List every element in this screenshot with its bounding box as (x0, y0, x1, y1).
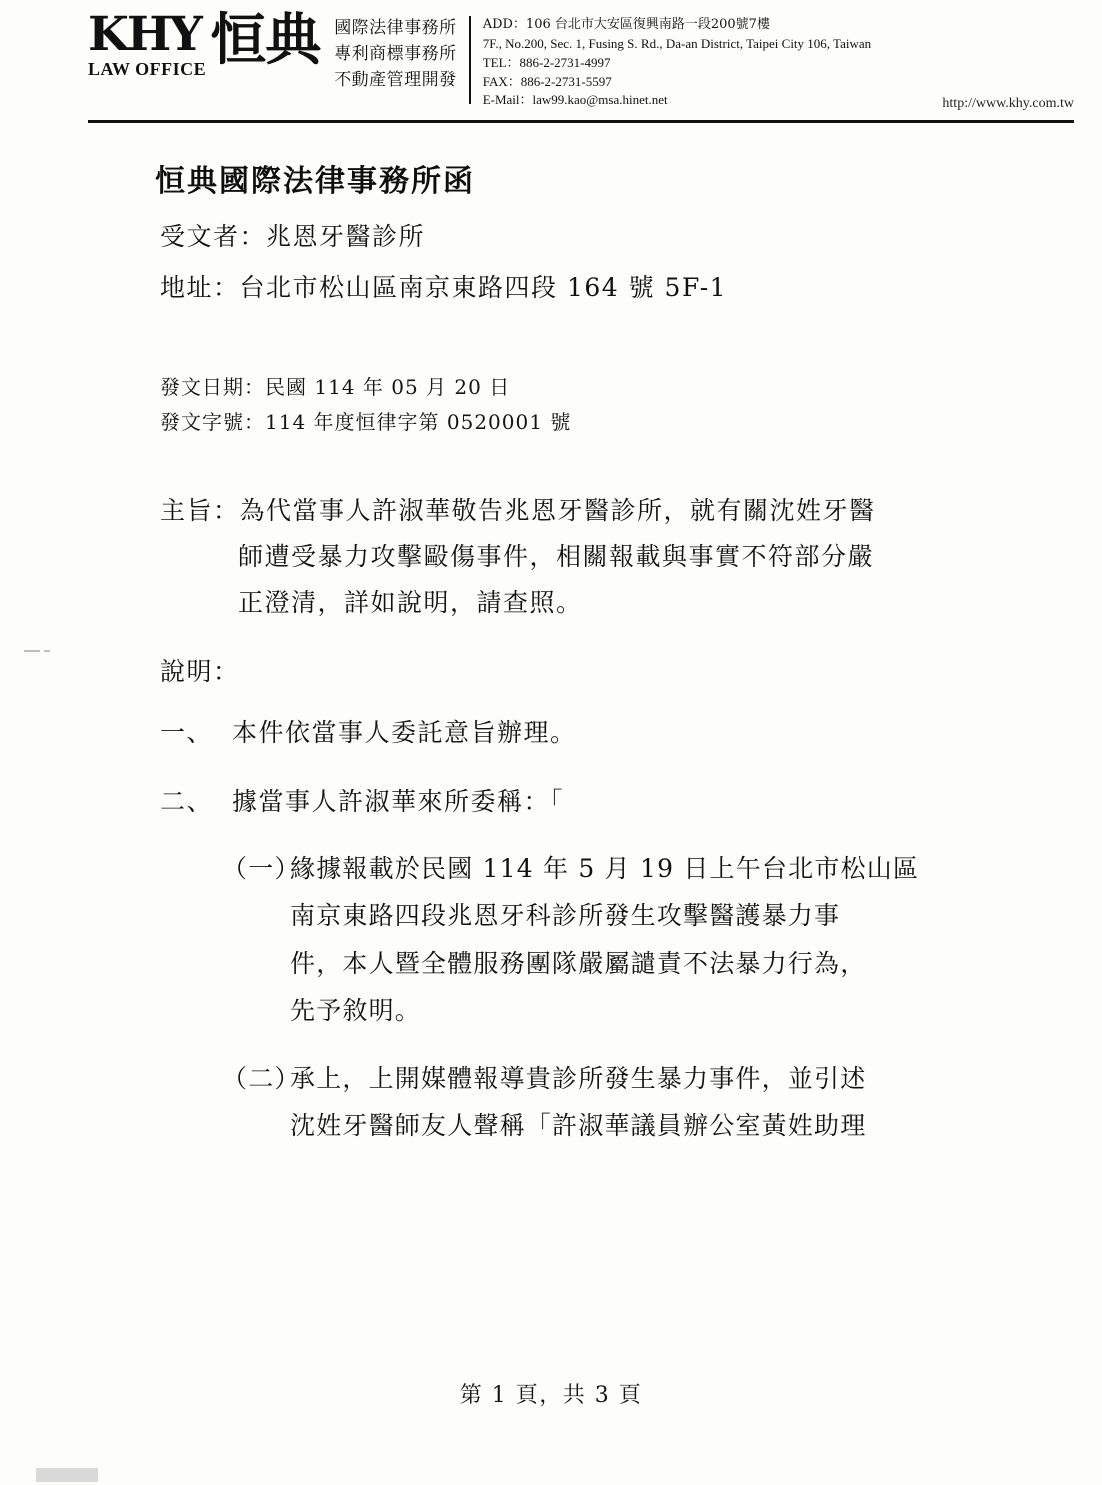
document-body (0, 140, 1102, 1150)
contact-tel: TEL：886-2-2731-4997 (482, 54, 611, 70)
practice-areas (334, 16, 471, 104)
issue-number: 發文字號：114 年度恒律字第 0520001 號 (160, 409, 572, 434)
numbered-item-1 (160, 710, 960, 756)
header-divider (88, 120, 1074, 123)
subject-line-1 (160, 488, 960, 534)
practice-line-1: 國際法律事務所 (334, 18, 457, 38)
numbered-item-2-marker: 二、 (160, 786, 214, 816)
document-title: 恒典國際法律事務所函 (155, 164, 475, 199)
scan-bottom-strip (36, 1468, 98, 1482)
numbered-item-2 (160, 779, 960, 825)
practice-line-3: 不動產管理開發 (334, 69, 457, 90)
contact-email: E-Mail：law99.kao@msa.hinet.net (482, 92, 668, 108)
sub-item-2-line-1: 承上，上開媒體報導貴診所發生暴力事件，並引述 (290, 1063, 867, 1093)
practice-line-2: 專利商標事務所 (334, 43, 457, 64)
sub-item-1-marker: （一） (222, 853, 301, 883)
logo-subtitle: LAW OFFICE (88, 58, 207, 79)
sub-item-1-line-1: 緣據報載於民國 114 年 5 月 19 日上午台北市松山區 (290, 853, 920, 883)
logo-latin-text: KHY (88, 7, 201, 62)
logo-chinese-name: 恒典 (210, 7, 321, 73)
subject-text-1: 為代當事人許淑華敬告兆恩牙醫診所，就有關沈姓牙醫 (239, 495, 876, 525)
contact-address-cn: ADD：106 台北市大安區復興南路一段200號7樓 (482, 17, 770, 32)
sub-item-1-content (290, 845, 952, 1035)
sub-item-1 (222, 845, 952, 1035)
sub-item-2-content (290, 1055, 952, 1150)
letterhead (0, 8, 1102, 116)
firm-logo (88, 7, 321, 79)
description-label: 說明： (160, 657, 240, 687)
sub-item-2-marker: （二） (222, 1063, 301, 1093)
numbered-item-1-text: 本件依當事人委託意旨辦理。 (232, 718, 577, 748)
sub-item-2 (222, 1055, 952, 1150)
address-line: 地址：台北市松山區南京東路四段 164 號 5F-1 (160, 272, 728, 302)
subject-section (160, 488, 960, 627)
sub-item-2-line-2: 沈姓牙醫師友人聲稱「許淑華議員辦公室黃姓助理 (290, 1111, 867, 1141)
subject-line-3: 正澄清，詳如說明，請查照。 (238, 588, 583, 617)
numbered-item-1-marker: 一、 (160, 718, 214, 748)
document-meta (160, 370, 1102, 440)
sub-item-1-line-4: 先予敘明。 (290, 996, 422, 1026)
subject-label: 主旨： (160, 495, 240, 525)
numbered-item-2-text: 據當事人許淑華來所委稱：「 (232, 786, 565, 816)
subject-line-2: 師遭受暴力攻擊毆傷事件，相關報載與事實不符部分嚴 (238, 541, 875, 571)
sub-item-1-line-3: 件，本人暨全體服務團隊嚴屬譴責不法暴力行為， (290, 948, 867, 978)
sub-item-1-line-2: 南京東路四段兆恩牙科診所發生攻擊醫護暴力事 (290, 901, 841, 931)
firm-website: http://www.khy.com.tw (942, 96, 1074, 111)
recipient-line: 受文者：兆恩牙醫診所 (160, 222, 426, 251)
contact-fax: FAX：886-2-2731-5597 (482, 73, 612, 89)
page-footer: 第 1 頁，共 3 頁 (459, 1383, 643, 1408)
issue-date: 發文日期：民國 114 年 05 月 20 日 (160, 374, 511, 399)
contact-address-en: 7F., No.200, Sec. 1, Fusing S. Rd., Da-an District, Taipei City 106, Taiwan (482, 35, 872, 51)
